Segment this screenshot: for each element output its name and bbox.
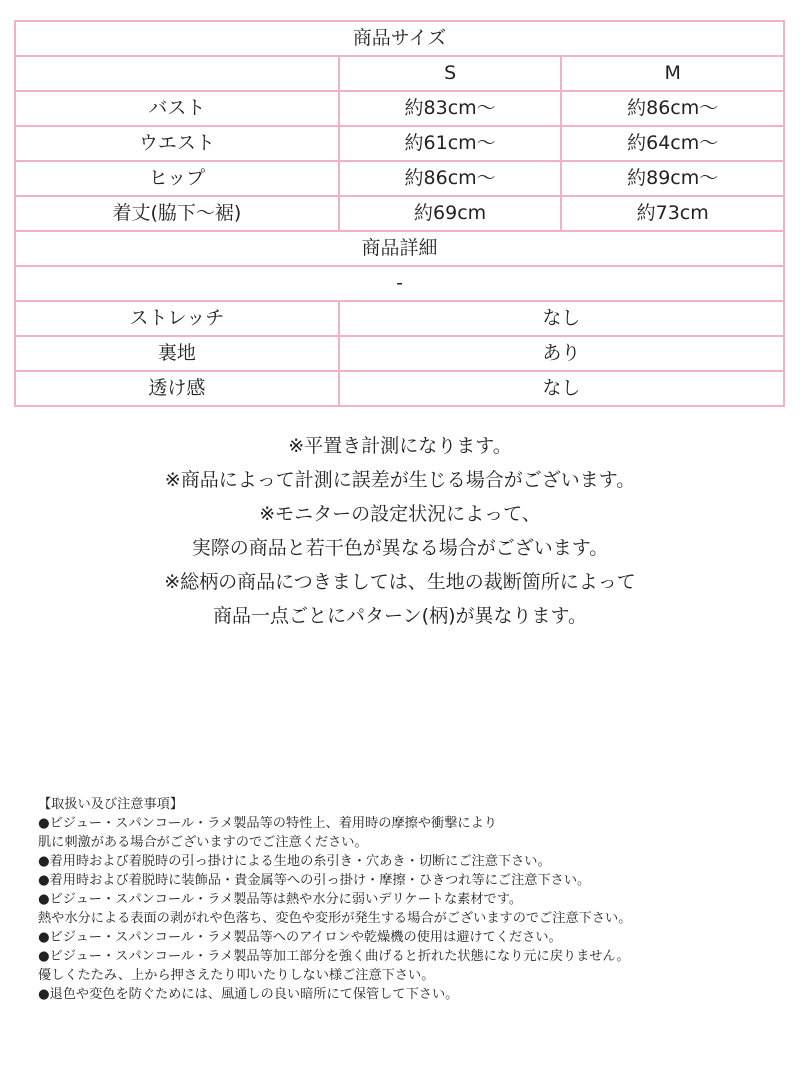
detail-row-label: 裏地 [15,336,339,371]
detail-table-title: 商品詳細 [15,231,784,266]
size-row-label: 着丈(脇下～裾) [15,196,339,231]
measurement-notes [0,429,800,633]
care-line: ●着用時および着脱時の引っ掛けによる生地の糸引き・穴あき・切断にご注意下さい。 [38,854,551,869]
size-row-length [15,196,784,231]
size-header-empty-cell [15,56,339,91]
product-spec-table [14,20,785,407]
detail-row-label: 透け感 [15,371,339,406]
detail-row-label: ストレッチ [15,301,339,336]
size-value-s: 約86cm～ [339,161,562,196]
care-line: ●ビジュー・スパンコール・ラメ製品等は熱や水分に弱いデリケートな素材です。 [38,892,523,907]
care-line: ●退色や変色を防ぐためには、風通しの良い暗所にて保管して下さい。 [38,987,459,1002]
size-value-s: 約83cm～ [339,91,562,126]
size-row-label: ヒップ [15,161,339,196]
care-line: 肌に刺激がある場合がございますのでご注意ください。 [38,835,368,850]
detail-table-subtitle-row [15,266,784,301]
care-line: ●着用時および着脱時に装飾品・貴金属等への引っ掛け・摩擦・ひきつれ等にご注意下さい。 [38,873,591,888]
size-row-label: ウエスト [15,126,339,161]
note-line: 商品一点ごとにパターン(柄)が異なります。 [213,605,587,627]
care-instructions [38,795,631,1004]
note-line: ※モニターの設定状況によって、 [259,503,541,525]
size-row-waist [15,126,784,161]
size-value-s: 約69cm [339,196,562,231]
size-value-m: 約86cm～ [561,91,784,126]
care-line: ●ビジュー・スパンコール・ラメ製品等加工部分を強く曲げると折れた状態になり元に戻りません。 [38,949,630,964]
detail-row-lining [15,336,784,371]
note-line: ※平置き計測になります。 [288,435,512,457]
size-value-s: 約61cm～ [339,126,562,161]
size-table-title: 商品サイズ [15,21,784,56]
detail-row-value: なし [339,371,784,406]
detail-row-sheerness [15,371,784,406]
care-line: 優しくたたみ、上から押さえたり叩いたりしない様ご注意下さい。 [38,968,435,983]
size-row-hip [15,161,784,196]
size-value-m: 約73cm [561,196,784,231]
size-table-title-row [15,21,784,56]
size-row-bust [15,91,784,126]
care-title: 【取扱い及び注意事項】 [38,797,184,812]
care-line: 熱や水分による表面の剥がれや色落ち、変色や変形が発生する場合がございますのでご注意下さい。 [38,911,632,926]
size-header-s: S [339,56,562,91]
detail-table-title-row [15,231,784,266]
size-value-m: 約89cm～ [561,161,784,196]
note-line: 実際の商品と若干色が異なる場合がございます。 [191,537,609,559]
note-line: ※総柄の商品につきましては、生地の裁断箇所によって [164,571,636,593]
detail-row-value: あり [339,336,784,371]
note-line: ※商品によって計測に誤差が生じる場合がございます。 [164,469,636,491]
detail-row-stretch [15,301,784,336]
detail-row-value: なし [339,301,784,336]
size-table-header-row [15,56,784,91]
care-line: ●ビジュー・スパンコール・ラメ製品等の特性上、着用時の摩擦や衝撃により [38,816,497,831]
care-line: ●ビジュー・スパンコール・ラメ製品等へのアイロンや乾燥機の使用は避けてください。 [38,930,562,945]
size-header-m: M [561,56,784,91]
size-row-label: バスト [15,91,339,126]
size-value-m: 約64cm～ [561,126,784,161]
detail-table-subtitle: - [15,266,784,301]
